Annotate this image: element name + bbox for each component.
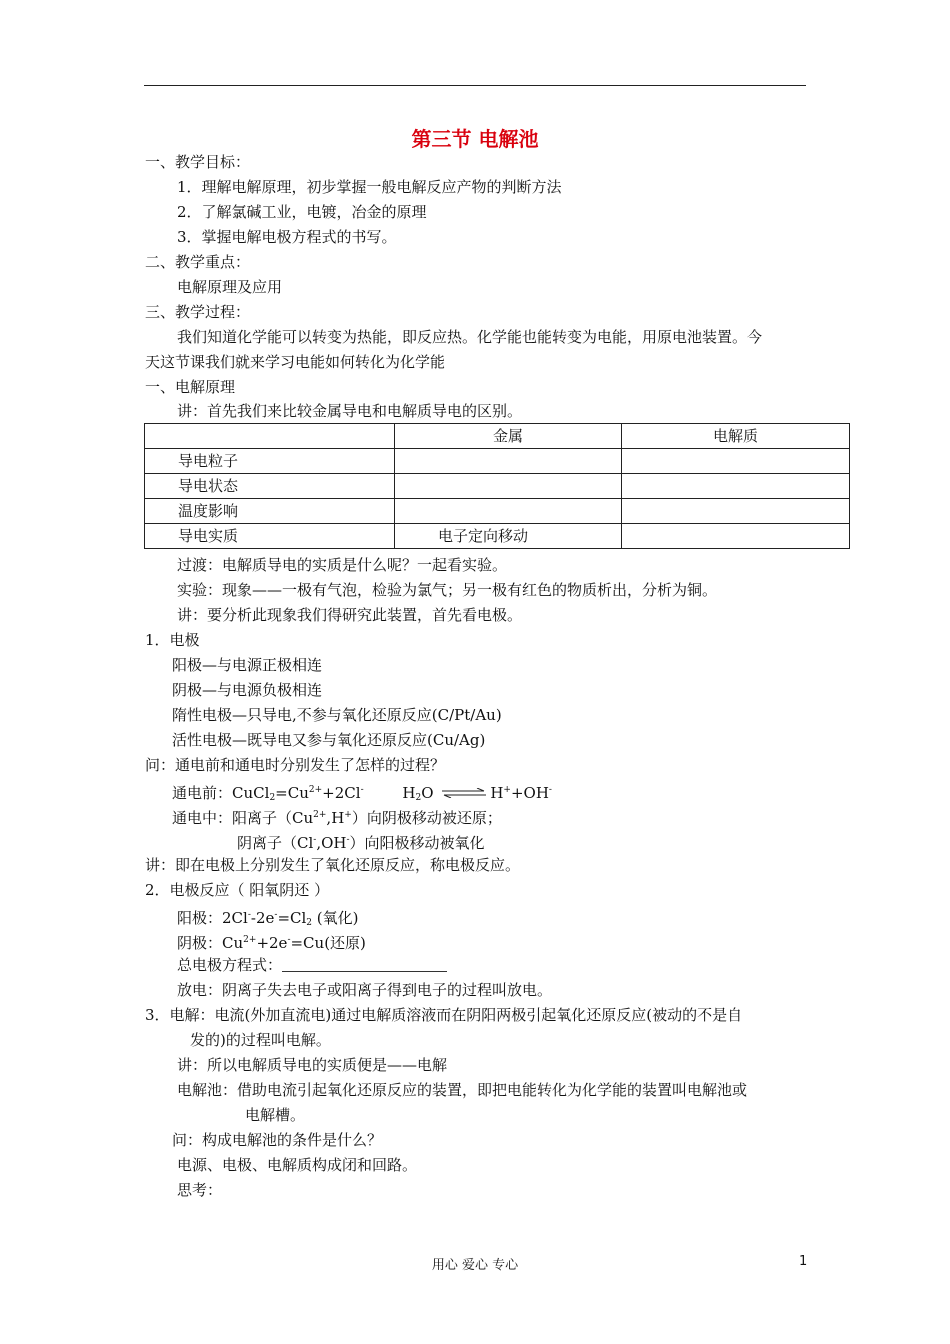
formula-sup: - — [313, 835, 317, 845]
fill-blank — [282, 957, 447, 972]
section-title: 第三节 电解池 — [411, 127, 539, 151]
table-cell — [395, 449, 622, 474]
table-header-electrolyte: 电解质 — [622, 424, 850, 449]
table-header-row — [145, 424, 850, 449]
talk-compare: 讲：首先我们来比较金属导电和电解质导电的区别。 — [177, 402, 523, 420]
formula-text: +OH — [510, 784, 549, 802]
formula-text: O — [421, 784, 434, 802]
question-1: 问：通电前和通电时分别发生了怎样的过程？ — [145, 756, 446, 774]
process-heading: 三、教学过程： — [145, 303, 251, 321]
talk-essence: 讲：所以电解质导电的实质便是——电解 — [177, 1056, 448, 1074]
cathode-rx-label: 阴极： — [177, 934, 223, 952]
electrolysis-def-2: 发的)的过程叫电解。 — [190, 1031, 331, 1049]
formula-sup: 2+ — [313, 810, 327, 820]
formula-text: 2Cl — [222, 909, 248, 927]
transition-text: 过渡：电解质导电的实质是什么呢？一起看实验。 — [177, 556, 508, 574]
anion-text: 阴离子（Cl — [237, 834, 314, 852]
intro-line-1: 我们知道化学能可以转变为热能，即反应热。化学能也能转变为电能，用原电池装置。今 — [177, 328, 763, 346]
page-number: 1 — [799, 1254, 808, 1269]
formula-sup: - — [548, 785, 552, 795]
equilibrium-arrow-icon — [442, 783, 486, 793]
goal-item-2: 2．了解氯碱工业，电镀，冶金的原理 — [177, 203, 427, 221]
formula-text: +2Cl — [322, 784, 361, 802]
key-points-heading: 二、教学重点： — [145, 253, 251, 271]
anode-reaction — [177, 905, 359, 928]
formula-sup: - — [346, 835, 350, 845]
active-electrode-def: 活性电极—既导电又参与氧化还原反应(Cu/Ag) — [172, 731, 486, 749]
table-row-label: 温度影响 — [145, 499, 395, 524]
formula-sub: 2 — [306, 918, 313, 928]
anion-text: ,OH — [316, 834, 347, 852]
during-text: 通电中：阳离子（Cu — [172, 809, 314, 827]
goal-item-1: 1．理解电解原理，初步掌握一般电解反应产物的判断方法 — [177, 178, 562, 196]
discharge-def: 放电：阴离子失去电子或阳离子得到电子的过程叫放电。 — [177, 981, 553, 999]
formula-sup: - — [360, 785, 364, 795]
table-cell: 电子定向移动 — [395, 524, 622, 549]
cell-def-2: 电解槽。 — [245, 1106, 306, 1124]
table-cell — [622, 474, 850, 499]
cell-def-1: 电解池：借助电流引起氧化还原反应的装置，即把电能转化为化学能的装置叫电解池或 — [177, 1081, 748, 1099]
cathode-def: 阴极—与电源负极相连 — [172, 681, 323, 699]
before-current-line — [172, 780, 552, 803]
inert-electrode-def: 隋性电极—只导电,不参与氧化还原反应(C/Pt/Au) — [172, 706, 502, 724]
formula-text: CuCl — [232, 784, 270, 802]
during-current-cation-line — [172, 805, 502, 825]
table-row-label: 导电实质 — [145, 524, 395, 549]
question-2: 问：构成电解池的条件是什么？ — [172, 1131, 383, 1149]
formula-text: +2e — [256, 934, 288, 952]
during-text: ,H — [326, 809, 345, 827]
goal-item-3: 3．掌握电解电极方程式的书写。 — [177, 228, 397, 246]
table-row — [145, 524, 850, 549]
cathode-rx-note: =Cu(还原) — [290, 934, 366, 952]
table-row-label: 导电粒子 — [145, 449, 395, 474]
formula-sup: 2+ — [243, 935, 257, 945]
formula-sub: 2 — [415, 793, 422, 803]
cathode-reaction — [177, 930, 366, 950]
anion-text: ）向阳极移动被氧化 — [349, 834, 485, 852]
formula-text: =Cl — [277, 909, 307, 927]
formula-sup: - — [287, 935, 291, 945]
formula-text: H — [402, 784, 416, 802]
table-cell — [622, 449, 850, 474]
formula-text: =Cu — [275, 784, 309, 802]
table-row — [145, 474, 850, 499]
total-label: 总电极方程式： — [177, 956, 283, 974]
formula-sub: 2 — [269, 793, 276, 803]
table-cell — [395, 499, 622, 524]
intro-line-2: 天这节课我们就来学习电能如何转化为化学能 — [145, 353, 446, 371]
table-cell — [622, 499, 850, 524]
footer-slogan: 用心 爱心 专心 — [431, 1258, 519, 1273]
table-row-label: 导电状态 — [145, 474, 395, 499]
anode-rx-label: 阳极： — [177, 909, 223, 927]
formula-sup: 2+ — [308, 785, 323, 795]
section-1-heading: 一、电解原理 — [145, 378, 236, 396]
key-point-1: 电解原理及应用 — [177, 278, 283, 296]
formula-text: H — [490, 784, 504, 802]
table-cell — [395, 474, 622, 499]
anode-rx-note: (氧化) — [316, 909, 359, 927]
formula-text: -2e — [250, 909, 275, 927]
formula-text: Cu — [222, 934, 244, 952]
conditions-answer: 电源、电极、电解质构成闭和回路。 — [177, 1156, 418, 1174]
table-row — [145, 449, 850, 474]
formula-sup: - — [274, 910, 278, 920]
table-cell — [145, 424, 395, 449]
header-rule — [144, 85, 806, 86]
table-header-metal: 金属 — [395, 424, 622, 449]
electrolysis-def-1: 3．电解：电流(外加直流电)通过电解质溶液而在阴阳两极引起氧化还原反应(被动的不是自 — [145, 1006, 743, 1024]
formula-sup: + — [344, 810, 352, 820]
anode-def: 阳极—与电源正极相连 — [172, 656, 323, 674]
talk-electrode: 讲：要分析此现象我们得研究此装置，首先看电极。 — [177, 606, 523, 624]
think-prompt: 思考： — [177, 1181, 223, 1199]
before-label: 通电前： — [172, 784, 233, 802]
experiment-text: 实验：现象——一极有气泡，检验为氯气；另一极有红色的物质析出，分析为铜。 — [177, 581, 718, 599]
formula-sup: + — [503, 785, 511, 795]
during-text: ）向阴极移动被还原； — [351, 809, 502, 827]
goals-heading: 一、教学目标： — [145, 153, 251, 171]
electrode-heading: 1．电极 — [145, 631, 200, 649]
formula-sup: - — [247, 910, 251, 920]
during-current-anion-line — [237, 830, 485, 850]
table-cell — [622, 524, 850, 549]
talk-electrode-reaction: 讲：即在电极上分别发生了氧化还原反应，称电极反应。 — [145, 856, 521, 874]
comparison-table — [144, 423, 850, 549]
total-equation — [177, 955, 447, 975]
table-row — [145, 499, 850, 524]
reaction-heading: 2．电极反应（ 阳氧阴还 ） — [145, 881, 330, 899]
